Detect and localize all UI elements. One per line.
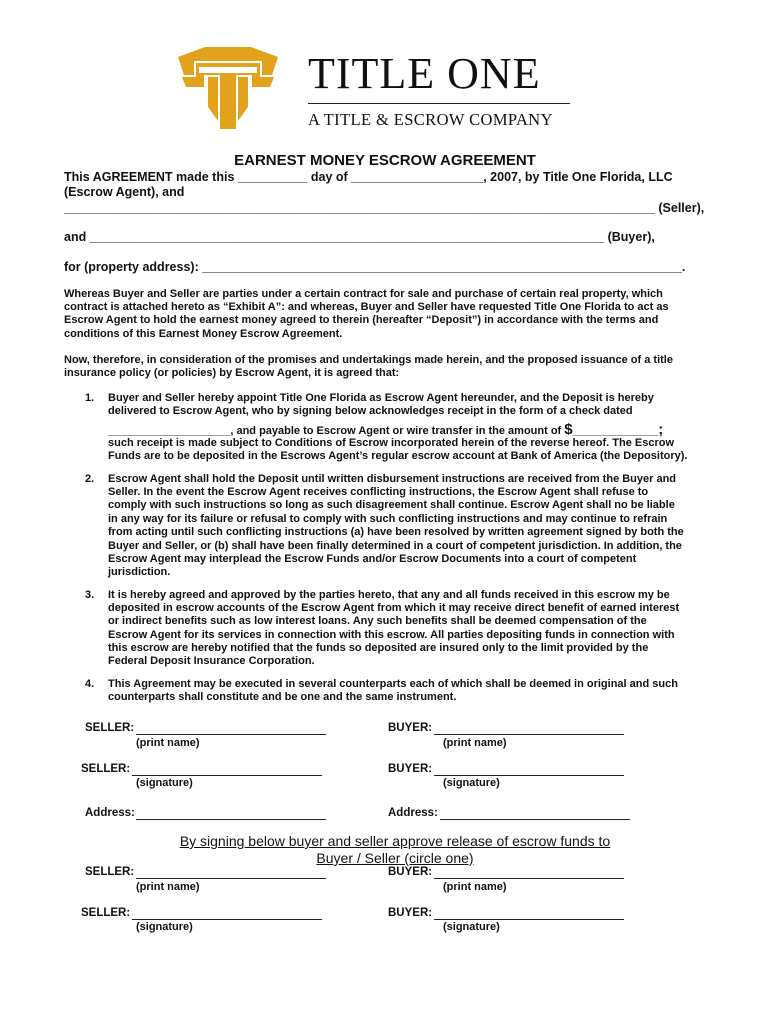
seller-label: SELLER: — [85, 866, 135, 878]
seller-label: SELLER: — [81, 907, 131, 919]
whereas-line-2: contract is attached hereto as “Exhibit A”: and whereas, Buyer and Seller have requested Title One Florida to act as — [64, 301, 669, 313]
item-2-line: Seller. In the event the Escrow Agent receives conflicting instructions, the Escrow Agent shall refuse to — [108, 486, 649, 498]
item-3-line: this escrow are hereby notified that the funds so deposited are insured only to the limit provided by the — [108, 642, 649, 654]
title-one-t-shield-logo — [174, 47, 282, 129]
property-address-line: for (property address): _____________________________________________________________________. — [64, 260, 686, 274]
seller-label: SELLER: — [85, 722, 135, 734]
item-4-line: counterparts shall constitute and be one and the same instrument. — [108, 691, 457, 703]
print-name-hint: (print name) — [136, 737, 200, 749]
buyer-release-signature-line[interactable] — [434, 919, 624, 920]
item-3-line: Escrow Agent for its services in connection with this escrow. All parties depositing funds in connection with — [108, 629, 675, 641]
item-3-line: Federal Deposit Insurance Corporation. — [108, 655, 315, 667]
buyer-party-line: and __________________________________________________________________________ (Buyer), — [64, 230, 655, 244]
buyer-release-print-name-line[interactable] — [434, 878, 624, 879]
signature-hint: (signature) — [136, 777, 193, 789]
item-1-line-1: Buyer and Seller hereby appoint Title One Florida as Escrow Agent hereunder, and the Deposit is hereby — [108, 392, 654, 404]
item-3-line: It is hereby agreed and approved by the parties hereto, that any and all funds received in this escrow my be — [108, 589, 670, 601]
item-2-line: Buyer and Seller, or (b) shall have been finally determined in a court of competent jurisdiction. In addition, the — [108, 540, 682, 552]
brand-divider — [308, 103, 570, 104]
item-2-line: jurisdiction. — [108, 566, 171, 578]
dollar-sign: $ — [564, 421, 573, 438]
item-3-line: or indirect benefits such as low interest loans. Any such benefits shall be deemed compensation of the — [108, 615, 647, 627]
check-date-blank: ____________________, and payable to Escrow Agent or wire transfer in the amount of — [108, 425, 565, 437]
item-2-line: in any way for its failure or refusal to comply with such conflicting instructions and may continue to refrain — [108, 513, 668, 525]
item-number: 1. — [85, 392, 95, 404]
item-4-line: This Agreement may be executed in several counterparts each of which shall be deemed in original and such — [108, 678, 678, 690]
item-2-line: Escrow Agent shall hold the Deposit until written disbursement instructions are received from the Buyer and — [108, 473, 677, 485]
whereas-line-4: conditions of this Earnest Money Escrow Agreement. — [64, 328, 343, 340]
seller-print-name-line[interactable] — [136, 734, 326, 735]
item-3-line: deposited in escrow accounts of the Escrow Agent from which it may receive direct benefit of earned interest — [108, 602, 680, 614]
now-therefore-line-2: insurance policy (or policies) by Escrow Agent, it is agreed that: — [64, 367, 400, 379]
buyer-label: BUYER: — [388, 866, 433, 878]
print-name-hint: (print name) — [136, 881, 200, 893]
now-therefore-line-1: Now, therefore, in consideration of the promises and undertakings made herein, and the proposed issuance of a title — [64, 354, 673, 366]
item-1-tail-2: Funds are to be deposited in the Escrows Agent’s regular escrow account at Bank of America (the Depository). — [108, 450, 688, 462]
signature-hint: (signature) — [443, 921, 500, 933]
whereas-line-3: Escrow Agent to hold the earnest money agreed to therein (hereafter “Deposit”) in accordance with the terms and — [64, 314, 659, 326]
buyer-label: BUYER: — [388, 722, 433, 734]
seller-address-line[interactable] — [136, 819, 326, 820]
amount-semicolon: ; — [658, 421, 664, 438]
intro-line-2: (Escrow Agent), and — [64, 185, 185, 199]
seller-label: SELLER: — [81, 763, 131, 775]
item-number: 2. — [85, 473, 95, 485]
buyer-address-label: Address: — [388, 807, 438, 819]
page-title: EARNEST MONEY ESCROW AGREEMENT — [234, 152, 536, 169]
intro-line-1: This AGREEMENT made this __________ day of ___________________, 2007, by Title One Florida, LLC — [64, 170, 673, 184]
release-note-line-2: Buyer / Seller (circle one) — [316, 850, 474, 866]
item-2-line: Escrow Agent may interplead the Escrow Funds and/or Escrow Documents into a court of competent — [108, 553, 637, 565]
print-name-hint: (print name) — [443, 881, 507, 893]
buyer-label: BUYER: — [388, 763, 433, 775]
seller-release-signature-line[interactable] — [132, 919, 322, 920]
print-name-hint: (print name) — [443, 737, 507, 749]
signature-hint: (signature) — [443, 777, 500, 789]
brand-name: TITLE ONE — [308, 49, 541, 98]
buyer-label: BUYER: — [388, 907, 433, 919]
signature-hint: (signature) — [136, 921, 193, 933]
item-2-line: from acting until such conflicting instructions (a) have been resolved by written agreement signed by both the — [108, 526, 684, 538]
item-2-line: comply with such instructions so long as such disagreement shall continue. Escrow Agent shall no be liable — [108, 499, 675, 511]
buyer-signature-line[interactable] — [434, 775, 624, 776]
brand-tagline: A TITLE & ESCROW COMPANY — [308, 110, 553, 129]
seller-address-label: Address: — [85, 807, 135, 819]
seller-signature-line[interactable] — [132, 775, 322, 776]
item-1-amount-line — [108, 421, 705, 438]
item-1-line-2: delivered to Escrow Agent, who by signing below acknowledges receipt in the form of a check dated — [108, 405, 633, 417]
seller-party-line: _____________________________________________________________________________________ (Seller), — [64, 201, 705, 215]
item-number: 4. — [85, 678, 95, 690]
buyer-print-name-line[interactable] — [434, 734, 624, 735]
buyer-address-line[interactable] — [440, 819, 630, 820]
seller-release-print-name-line[interactable] — [136, 878, 326, 879]
item-number: 3. — [85, 589, 95, 601]
release-note-line-1: By signing below buyer and seller approve release of escrow funds to — [179, 833, 611, 849]
amount-blank: ______________ — [572, 425, 659, 437]
item-1-tail-1: such receipt is made subject to Conditions of Escrow incorporated herein of the reverse hereof. The Escrow — [108, 437, 675, 449]
whereas-line-1: Whereas Buyer and Seller are parties under a certain contract for sale and purchase of certain real property, which — [64, 288, 663, 300]
